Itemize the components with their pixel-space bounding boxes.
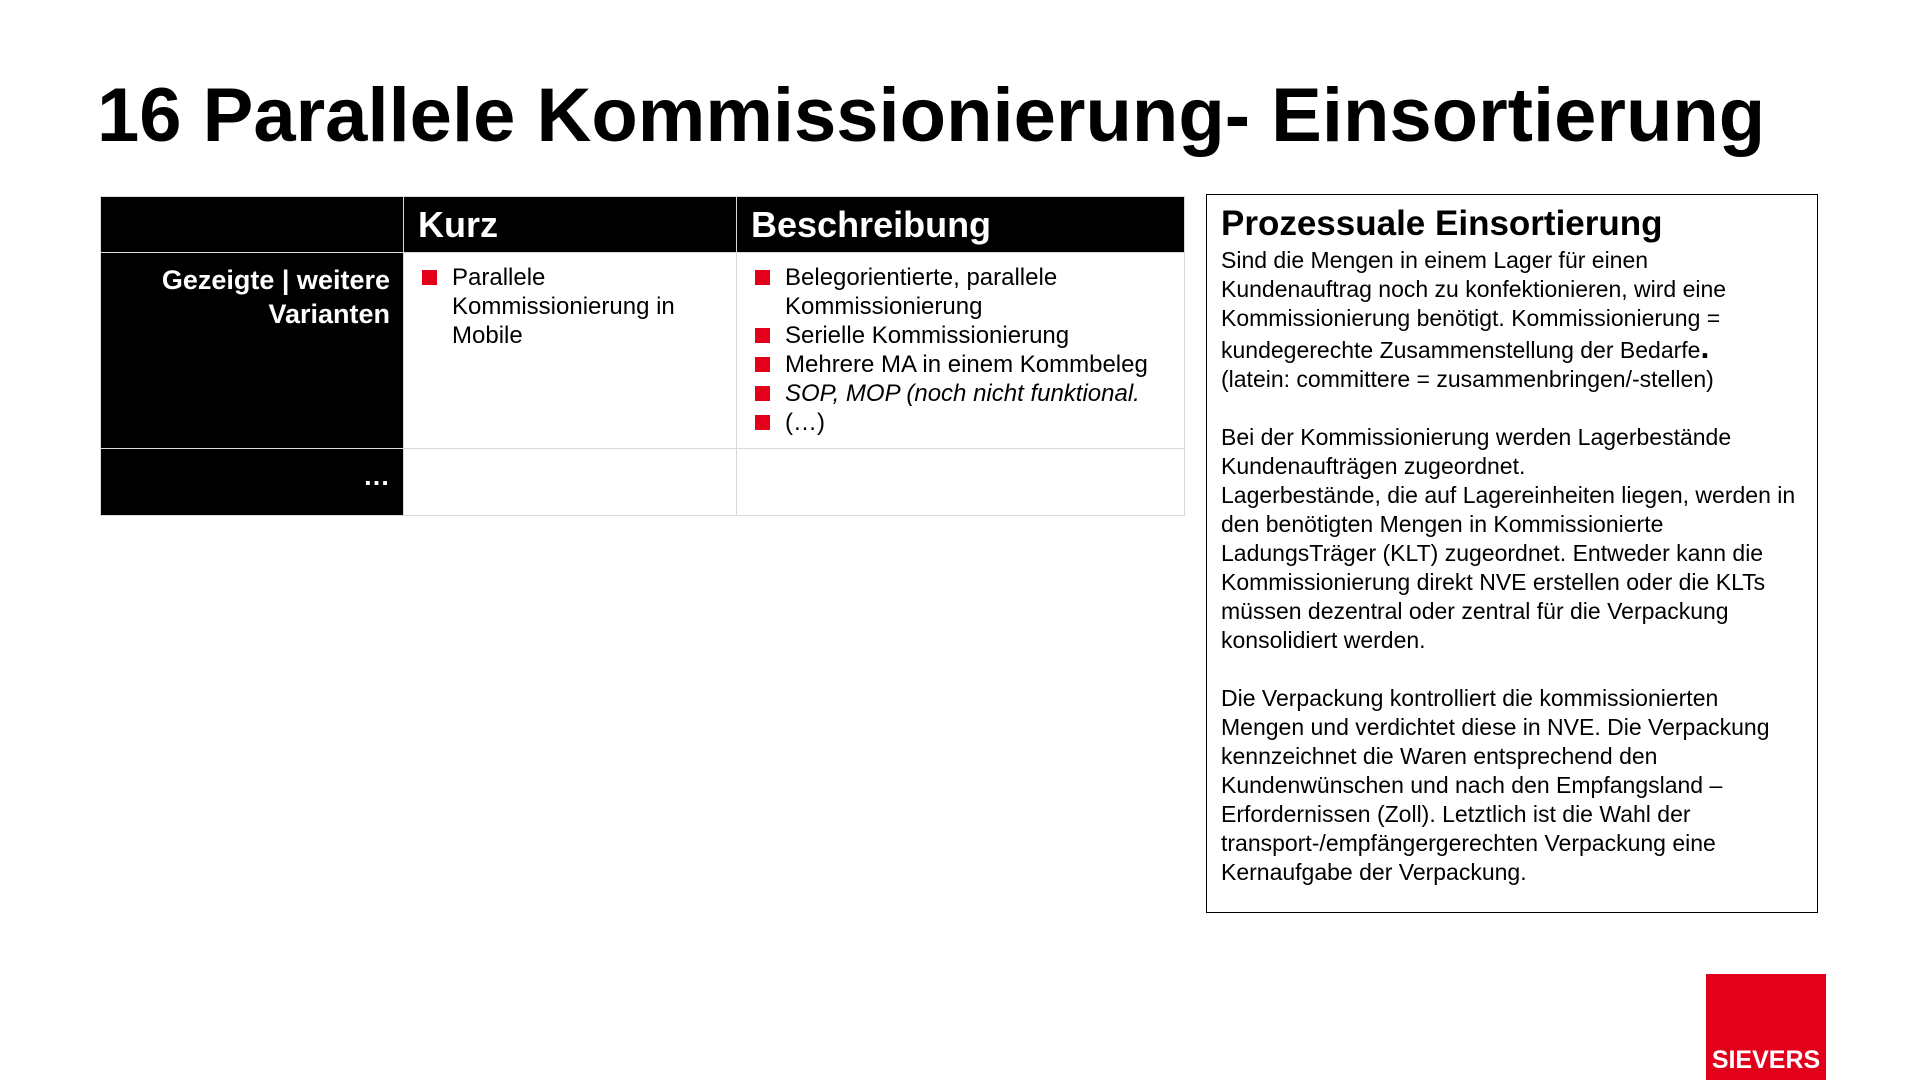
empty-cell (737, 449, 1185, 516)
info-box (1206, 194, 1818, 913)
header-label-cell (101, 197, 404, 253)
header-beschreibung: Beschreibung (737, 197, 1185, 253)
list-item: Mehrere MA in einem Kommbeleg (755, 350, 1176, 379)
list-item: Parallele Kommissionierung in Mobile (422, 263, 728, 350)
table-header-row (101, 197, 1185, 253)
list-item: SOP, MOP (noch nicht funktional. (755, 379, 1176, 408)
info-box-title: Prozessuale Einsortierung (1221, 204, 1663, 243)
variants-table (100, 196, 1185, 516)
table-row (101, 253, 1185, 449)
beschreibung-cell (737, 253, 1185, 449)
empty-cell (404, 449, 737, 516)
info-paragraph: Die Verpackung kontrolliert die kommissionierten Mengen und verdichtet diese in NVE. Die Verpackung kennzeichnet die Waren entsprechend den Kundenwünschen und nach den Empfangsland – Erfordernissen (Zoll). Letztlich ist die Wahl der transport-/empfängergerechten Verpackung eine Kernaufgabe der Verpackung. (1221, 685, 1770, 885)
row-label-varianten (101, 253, 404, 449)
info-paragraph: (latein: committere = zusammenbringen/-stellen) (1221, 366, 1714, 392)
list-item: Belegorientierte, parallele Kommissionierung (755, 263, 1176, 321)
info-text: Sind die Mengen in einem Lager für einen Kundenauftrag noch zu konfektionieren, wird eine Kommissionierung benötigt. Kommissionierung = kundegerechte Zusammenstellung der Bedarfe (1221, 247, 1727, 363)
info-paragraph: Lagerbestände, die auf Lagereinheiten liegen, werden in den benötigten Mengen in Kommissionierte LadungsTräger (KLT) zugeordnet. Entweder kann die Kommissionierung direkt NVE erstellen oder die KLTs müssen dezentral oder zentral für die Verpackung konsolidiert werden. (1221, 482, 1796, 653)
list-item: Serielle Kommissionierung (755, 321, 1176, 350)
sievers-logo (1706, 974, 1826, 1080)
beschreibung-list (737, 253, 1184, 437)
row-label-line: Varianten (268, 299, 390, 329)
info-paragraph: Bei der Kommissionierung werden Lagerbestände Kundenaufträgen zugeordnet. (1221, 424, 1732, 479)
table-row (101, 449, 1185, 516)
row-label-line: Gezeigte | weitere (161, 265, 390, 295)
list-item: (…) (755, 408, 1176, 437)
info-dot: . (1700, 329, 1710, 365)
info-paragraph (1221, 246, 1803, 365)
kurz-list (404, 253, 736, 350)
kurz-cell (404, 253, 737, 449)
header-kurz: Kurz (404, 197, 737, 253)
logo-text: SIEVERS (1711, 1046, 1821, 1074)
slide-title: 16 Parallele Kommissionierung- Einsortierung (97, 73, 1766, 158)
row-label-ellipsis: … (101, 449, 404, 516)
